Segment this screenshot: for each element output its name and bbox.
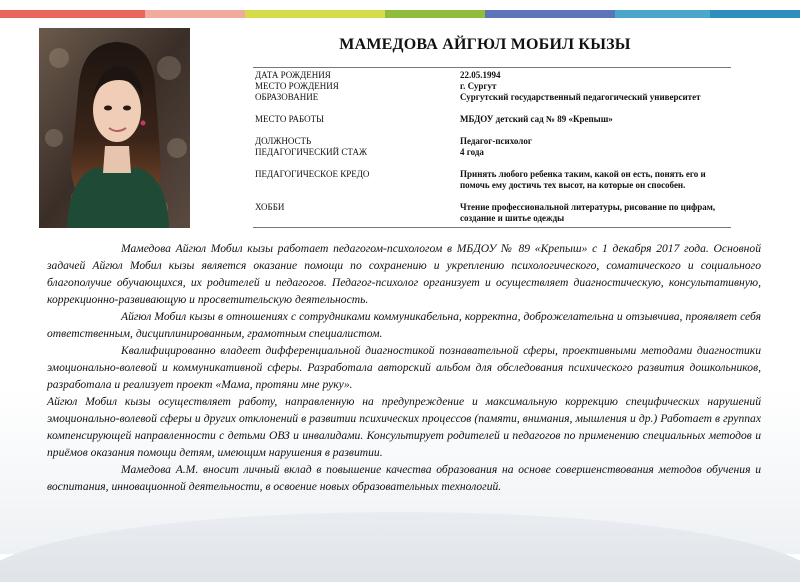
info-label: ДОЛЖНОСТЬ	[255, 136, 312, 146]
info-row-birth-date	[253, 70, 731, 81]
top-bar-segment	[385, 10, 485, 18]
top-bar-segment	[145, 10, 245, 18]
info-value: 22.05.1994	[460, 70, 501, 80]
info-row-position	[253, 136, 731, 147]
top-bar-segment	[485, 10, 615, 18]
info-row-workplace	[253, 114, 731, 125]
description-paragraph: Айгюл Мобил кызы осуществляет работу, направленную на предупреждение и максимальную коррекцию специфических нарушений эмоционально-волевой сферы и других отклонений в развитии психических процессов (памяти, внимания, мышления и др.) Работает в группах компенсирующей направленности с детьми ОВЗ и инвалидами. Консультирует родителей и педагогов по применению специальных методов и приёмов оказания помощи детям, имеющим нарушения в развитии.	[47, 395, 761, 459]
top-bar-segment	[710, 10, 800, 18]
info-row-hobby	[253, 202, 731, 224]
top-bar-segment	[245, 10, 385, 18]
page-title: МАМЕДОВА АЙГЮЛ МОБИЛ КЫЗЫ	[339, 36, 631, 53]
info-value: Сургутский государственный педагогический университет	[460, 92, 701, 102]
description-paragraph: Айгюл Мобил кызы в отношениях с сотрудниками коммуникабельна, корректна, доброжелательна и отзывчива, проявляет себя ответственным, дисциплинированным, грамотным специалистом.	[47, 310, 761, 340]
portrait-photo	[39, 28, 190, 228]
info-label: МЕСТО РОЖДЕНИЯ	[255, 81, 339, 91]
info-value: 4 года	[460, 147, 484, 157]
top-bar-segment	[615, 10, 710, 18]
info-row-credo	[253, 169, 731, 191]
description-paragraph: Мамедова А.М. вносит личный вклад в повышение качества образования на основе совершенствования методов обучения и воспитания, инновационной деятельности, в освоение новых образовательных технологий.	[47, 463, 761, 493]
info-value: Педагог-психолог	[460, 136, 532, 146]
top-color-bar	[0, 10, 800, 18]
info-value: Чтение профессиональной литературы, рисование по цифрам, создание и шитье одежды	[460, 202, 716, 223]
info-table	[253, 67, 731, 228]
info-label: ПЕДАГОГИЧЕСКИЙ СТАЖ	[255, 147, 368, 157]
info-label: ДАТА РОЖДЕНИЯ	[255, 70, 331, 80]
description-paragraph: Мамедова Айгюл Мобил кызы работает педагогом-психологом в МБДОУ № 89 «Крепыш» с 1 декабря 2017 года. Основной задачей Айгюл Мобил кызы является оказание помощи по сохранению и укреплению психологического, соматического и социального благополучие обучающихся, их родителей и педагогов. Педагог-психолог организует и осуществляет диагностическую, консультативную, коррекционно-развивающую и просветительскую деятельность.	[47, 242, 761, 306]
info-value: МБДОУ детский сад № 89 «Крепыш»	[460, 114, 613, 124]
bottom-decoration	[0, 512, 800, 582]
info-value: Принять любого ребенка таким, какой он есть, понять его и помочь ему достичь тех высот, на которые он способен.	[460, 169, 706, 190]
info-label: ХОББИ	[255, 202, 285, 212]
portrait-photo-icon	[39, 28, 190, 228]
info-value: г. Сургут	[460, 81, 497, 91]
info-row-experience	[253, 147, 731, 158]
info-row-education	[253, 92, 731, 103]
info-row-birth-place	[253, 81, 731, 92]
info-label: ОБРАЗОВАНИЕ	[255, 92, 319, 102]
description-paragraph: Квалифицированно владеет дифференциальной диагностикой познавательной сферы, проективными методами диагностики эмоционально-волевой и коммуникативной сферы. Разработала авторский альбом для обследования психического развития дошкольников, разработала и реализует проект «Мама, протяни мне руку».	[47, 344, 761, 391]
top-bar-segment	[0, 10, 145, 18]
description-text	[47, 240, 761, 495]
info-label: ПЕДАГОГИЧЕСКОЕ КРЕДО	[255, 169, 370, 179]
info-label: МЕСТО РАБОТЫ	[255, 114, 324, 124]
